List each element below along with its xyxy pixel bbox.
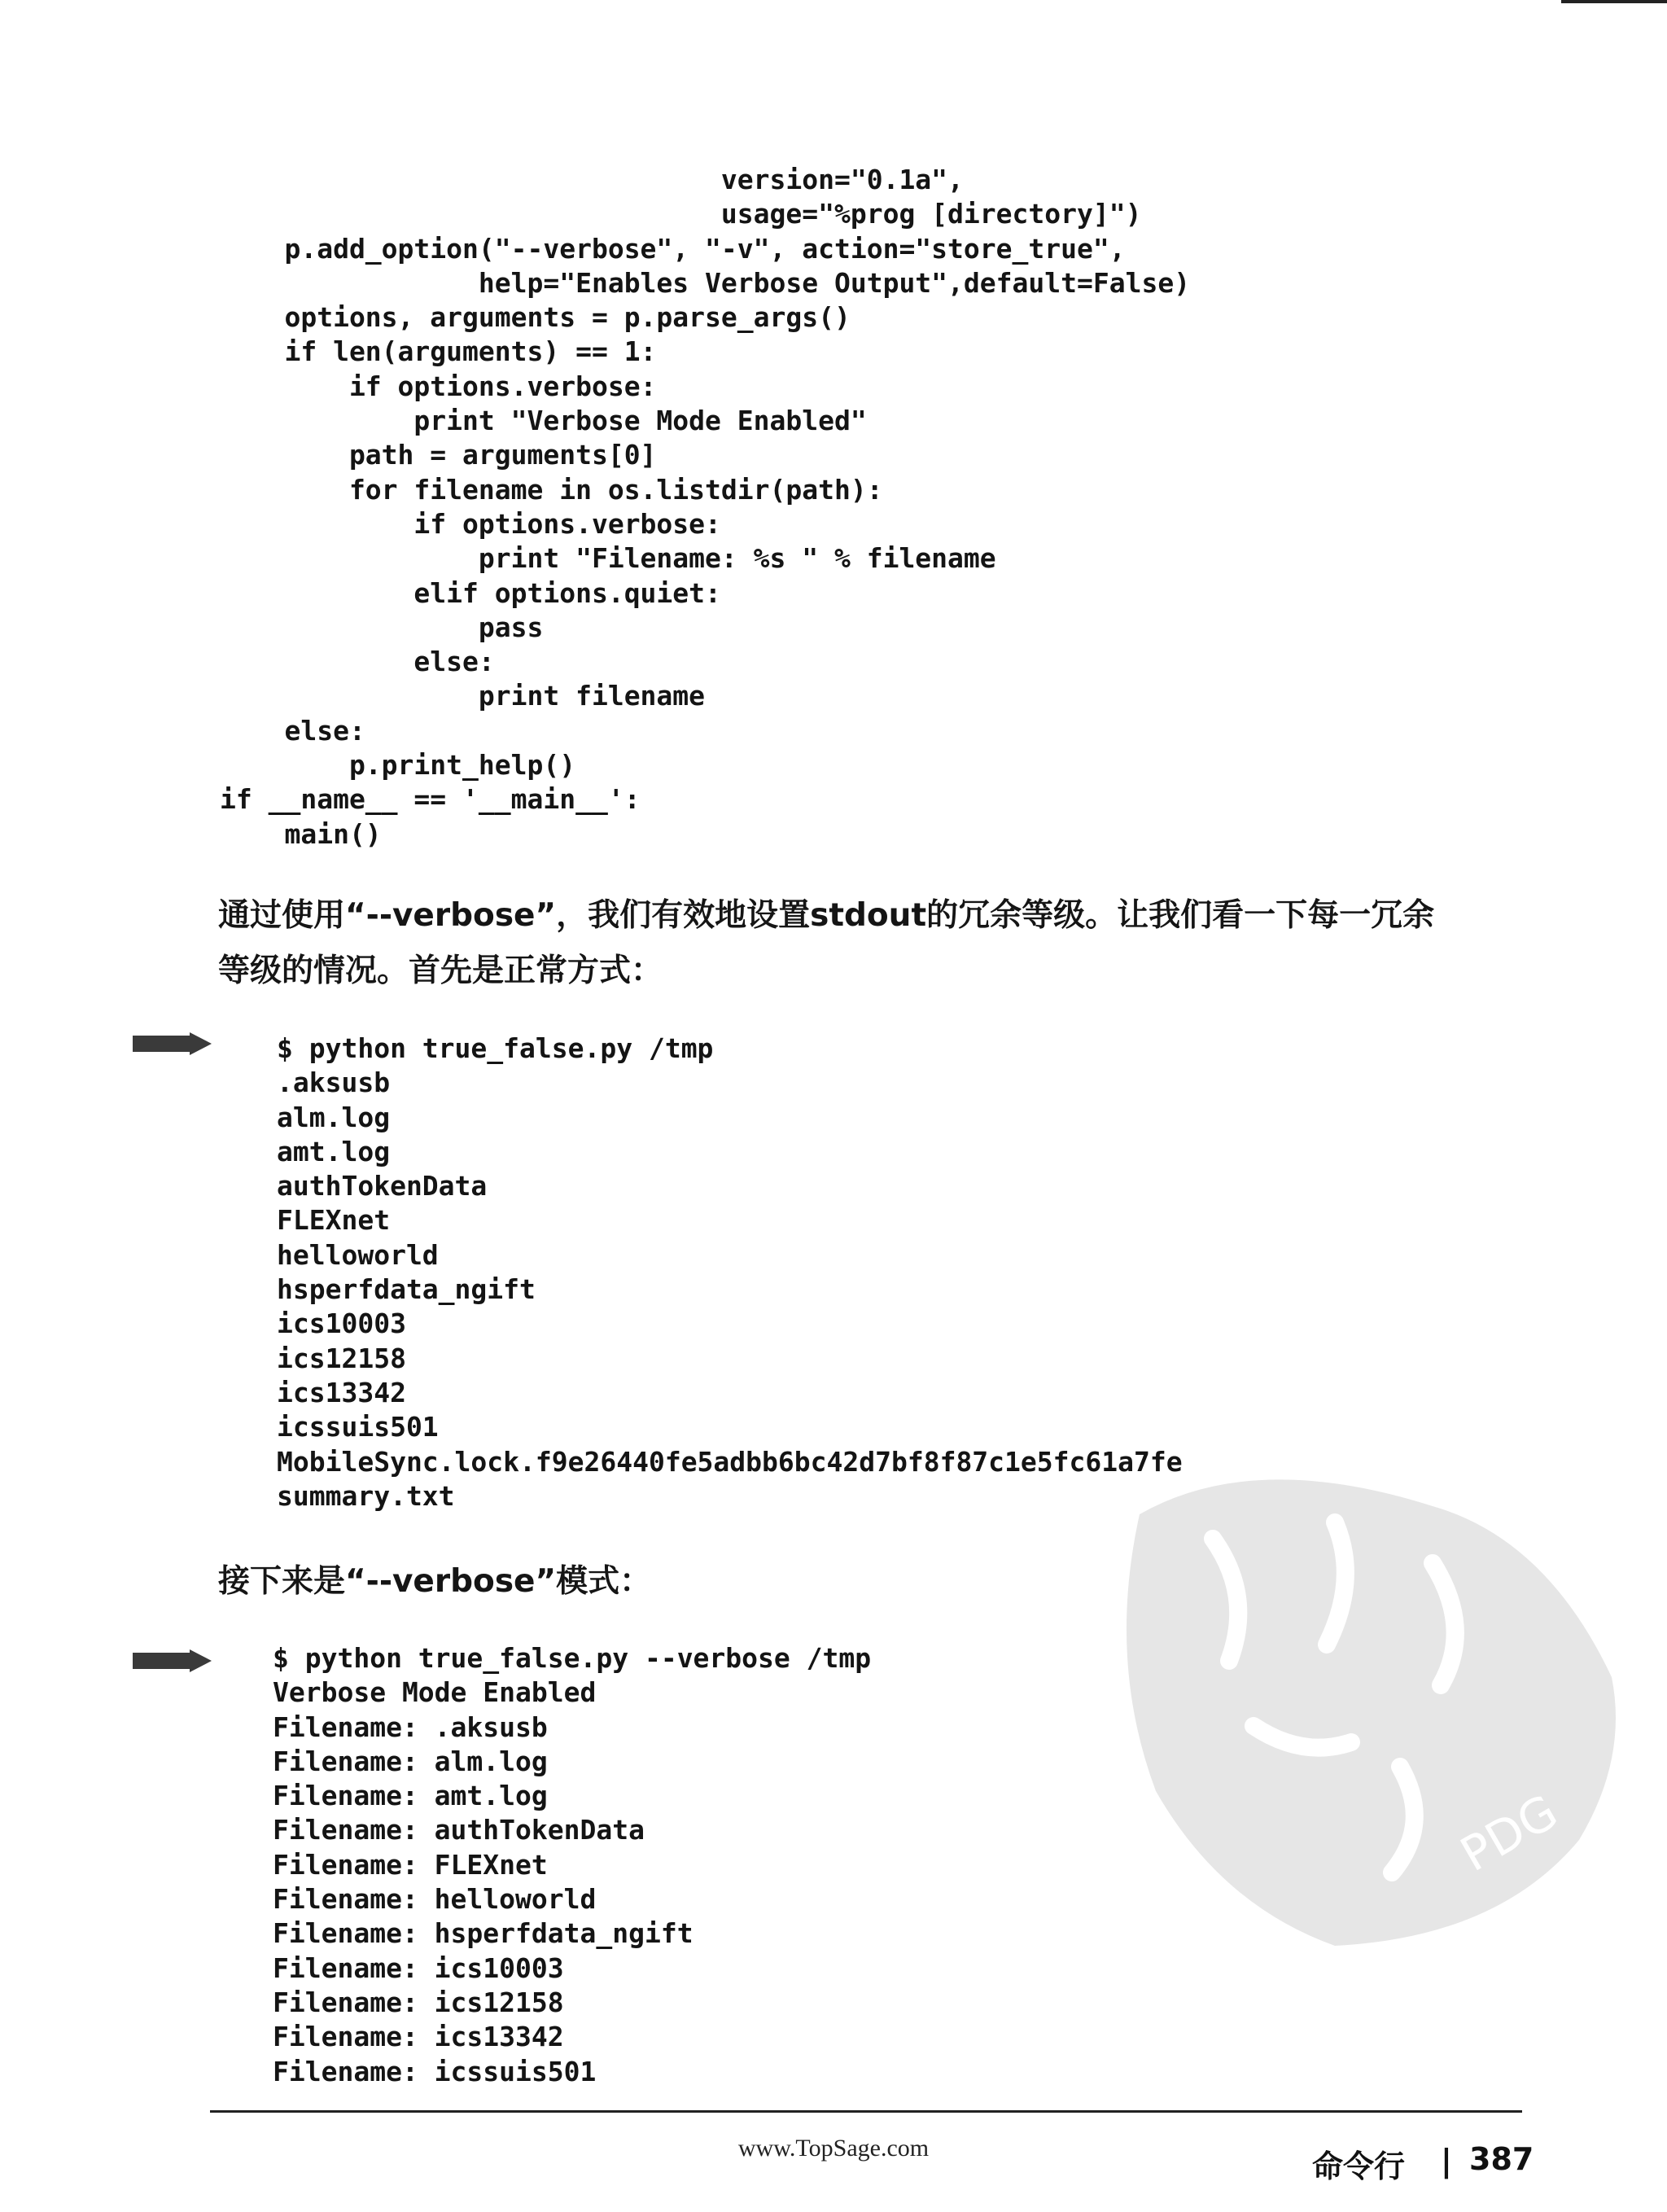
footer-separator: | (1441, 2143, 1452, 2179)
arrow-marker-icon (133, 1649, 212, 1672)
footer-chapter-title: 命令行 (1312, 2148, 1406, 2184)
paragraph-verbose-intro-line-2: 等级的情况。首先是正常方式： (218, 953, 663, 989)
footer-rule (210, 2110, 1522, 2113)
pdg-watermark-seal (1091, 1417, 1660, 1986)
top-edge-rule (1561, 0, 1667, 3)
footer-url: www.TopSage.com (737, 2135, 930, 2162)
page-number: 387 (1469, 2141, 1534, 2177)
watermark-text: PDG (1451, 1783, 1567, 1883)
arrow-marker-icon (133, 1032, 212, 1055)
paragraph-verbose-mode: 接下来是“--verbose”模式： (218, 1563, 652, 1600)
paragraph-verbose-intro-line-1: 通过使用“--verbose”，我们有效地设置stdout的冗余等级。让我们看一下每一冗余 (218, 897, 1435, 934)
code-output-normal: $ python true_false.py /tmp .aksusb alm.log amt.log authTokenData FLEXnet helloworld hsperfdata_ngift ics10003 ics12158 ics13342 icssuis501 MobileSync.lock.f9e26440fe5adbb6bc42d7bf8f87c1e5fc61a7fe summary.txt (277, 1032, 1183, 1512)
code-listing-main: version="0.1a", usage="%prog [directory]") p.add_option("--verbose", "-v", action="store_true", help="Enables Verbose Output",default=False) options, arguments = p.parse_args() if len(arguments) == 1: if options.verbose: print "Verbose Mode Enabled" path = arguments[0] for filename in os.listdir(path): if options.verbose: print "Filename: %s " % filename elif options.quiet: pass else: print filename else: p.print_help() if __name__ == '__main__': main() (220, 164, 1191, 850)
code-output-verbose: $ python true_false.py --verbose /tmp Verbose Mode Enabled Filename: .aksusb Filename: alm.log Filename: amt.log Filename: authTokenData Filename: FLEXnet Filename: helloworld Filename: hsperfdata_ngift Filename: ics10003 Filename: ics12158 Filename: ics13342 Filename: icssuis501 (273, 1642, 872, 2087)
